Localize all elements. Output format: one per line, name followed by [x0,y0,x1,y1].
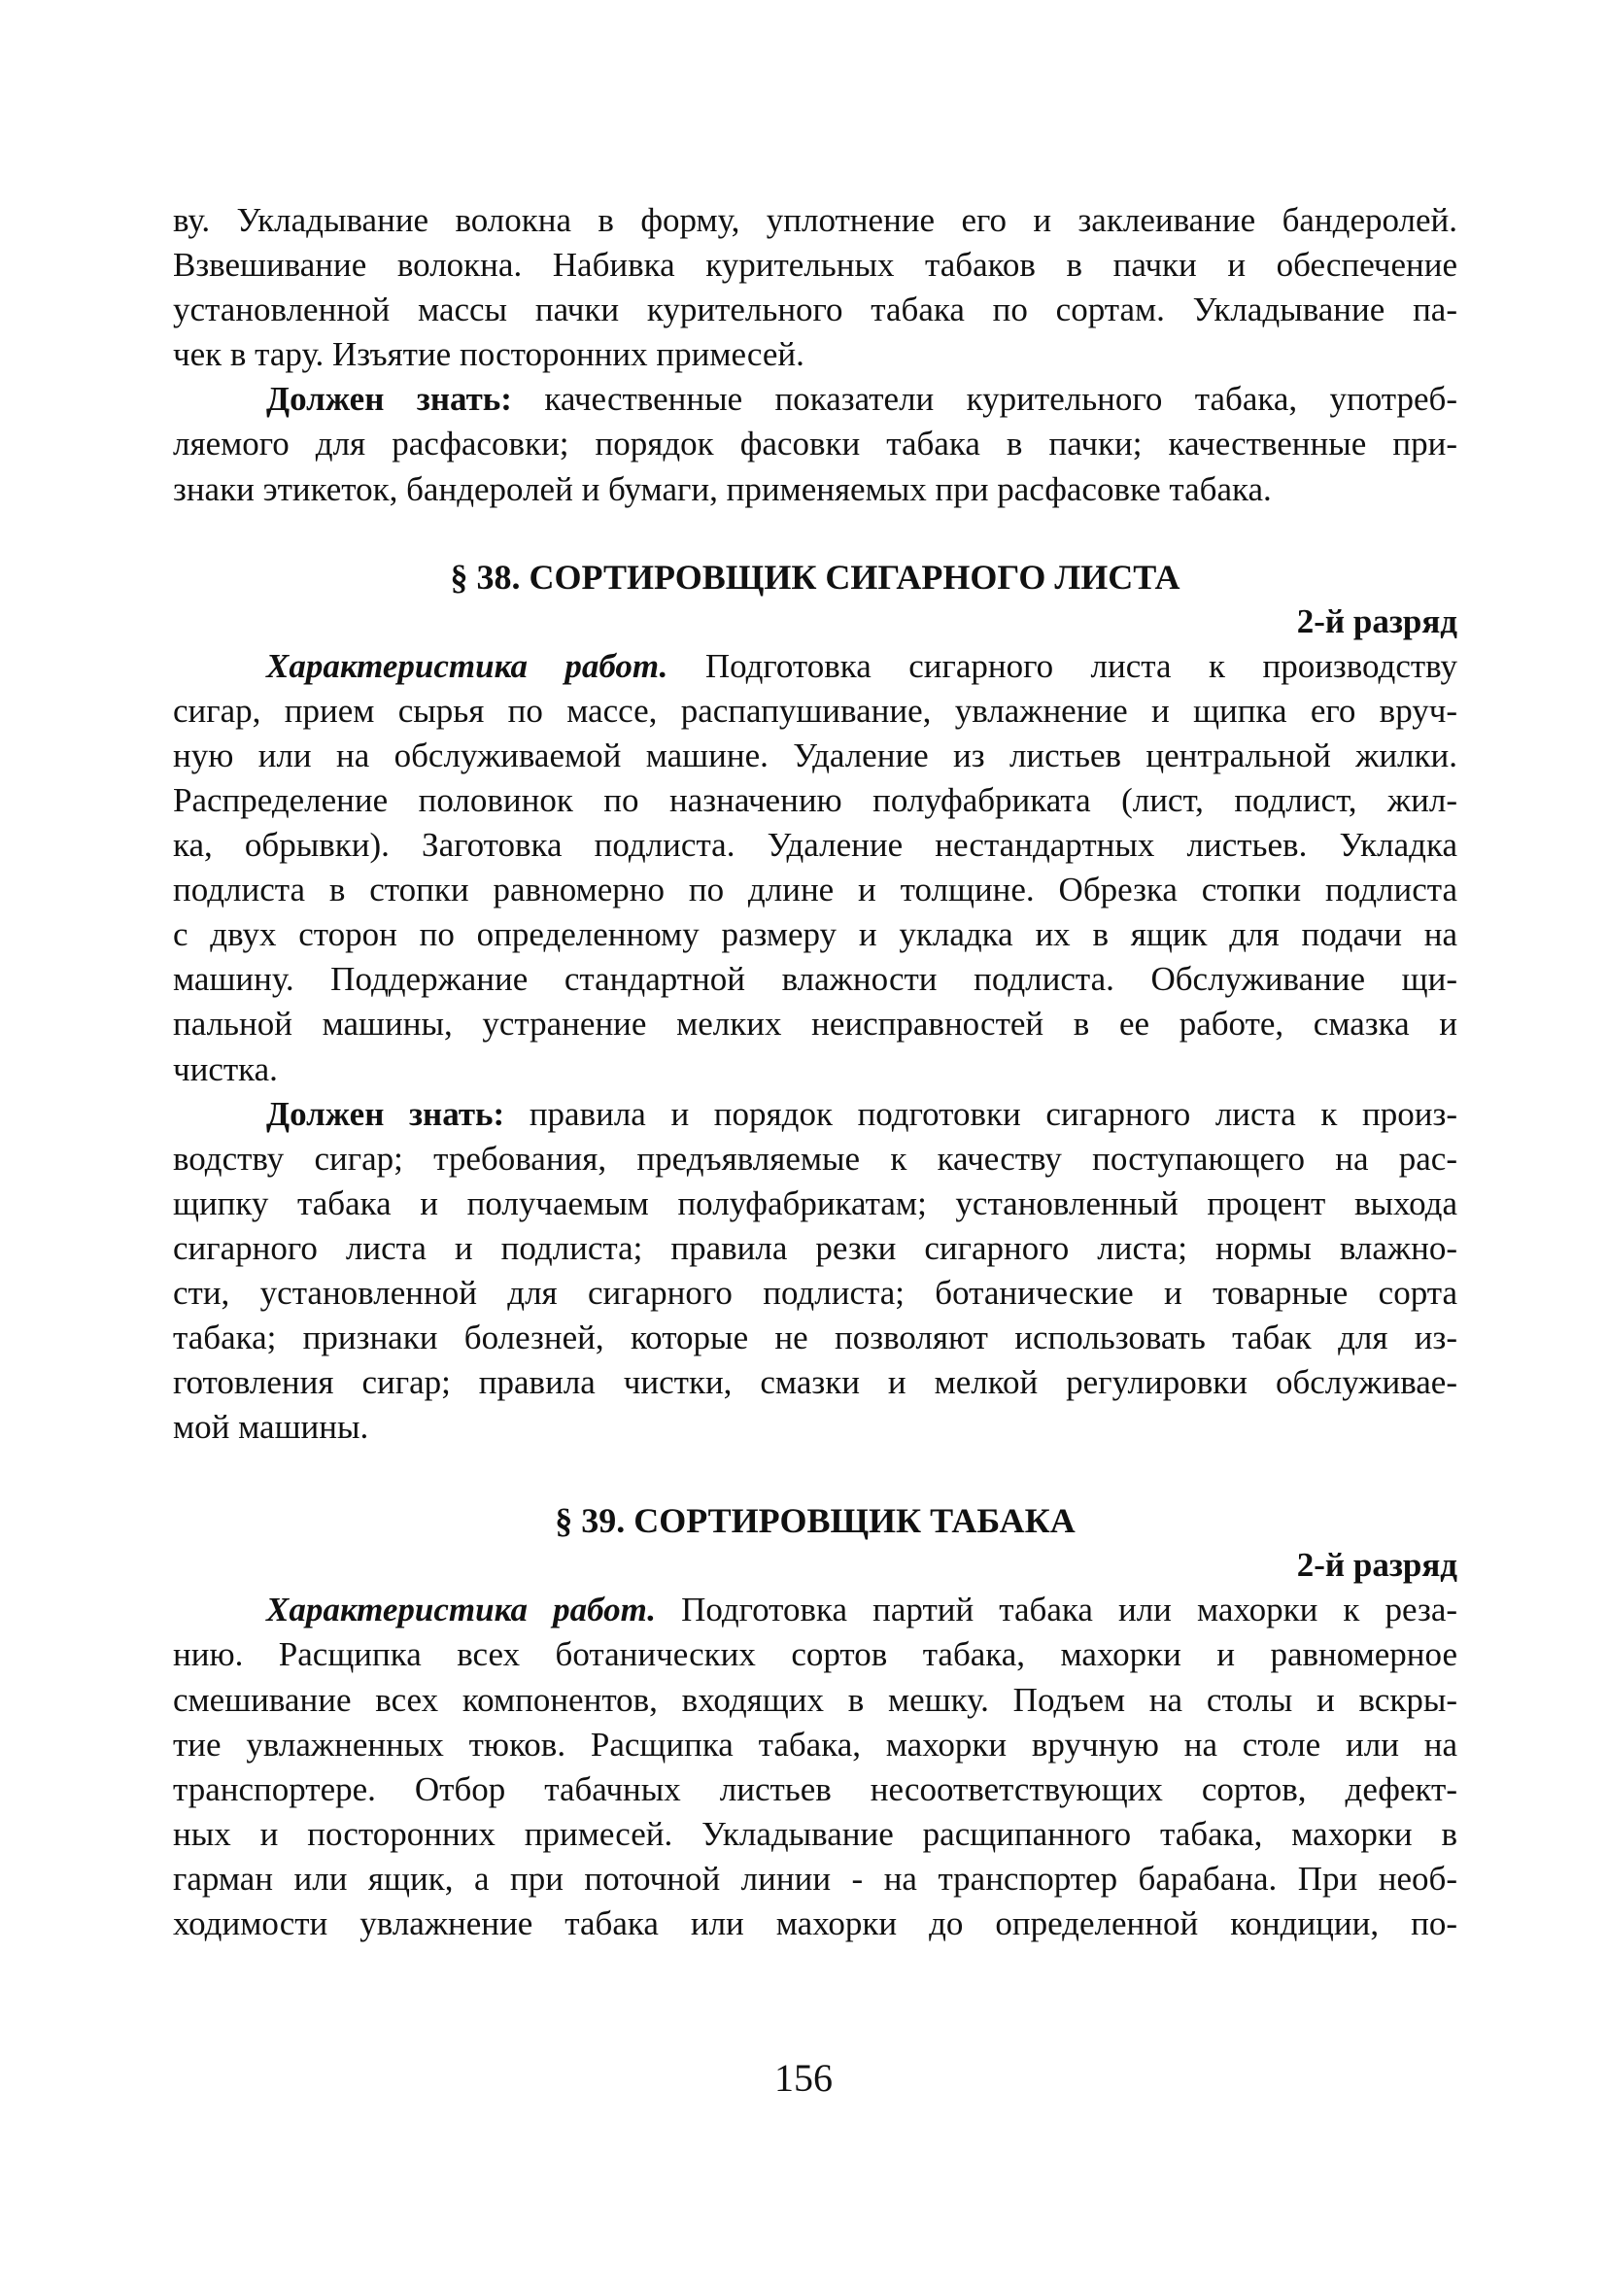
text-line [173,644,1457,689]
must-know-label: Должен знать: [266,1094,505,1133]
text-line: знаки этикеток, бандеролей и бумаги, применяемых при расфасовке табака. [173,469,1272,508]
text-line: пальной машины, устранение мелких неисправностей в ее работе, смазка и [173,1005,1457,1044]
text-line: готовления сигар; правила чистки, смазки и мелкой регулировки обслуживае- [173,1363,1457,1402]
page-body [173,198,1457,1946]
must-know-text: качественные показатели курительного табака, употреб- [544,380,1457,419]
text-line: тие увлажненных тюков. Расщипка табака, махорки вручную на столе или на [173,1725,1457,1764]
section-heading: § 39. СОРТИРОВЩИК ТАБАКА [555,1501,1076,1541]
text-line: ка, обрывки). Заготовка подлиста. Удаление нестандартных листьев. Укладка [173,826,1457,865]
text-line: мой машины. [173,1408,369,1447]
text-line: табака; признаки болезней, которые не позволяют использовать табак для из- [173,1319,1457,1357]
text-line [173,1092,1457,1137]
text-line: сигарного листа и подлиста; правила резки сигарного листа; нормы влажно- [173,1228,1457,1267]
must-know-paragraph [173,1092,1457,1451]
text-line: чек в тару. Изъятие посторонних примесей. [173,335,804,374]
text-line: подлиста в стопки равномерно по длине и толщине. Обрезка стопки подлиста [173,871,1457,909]
grade-label: 2-й разряд [1296,601,1457,640]
work-characteristics-paragraph [173,1588,1457,1946]
text-line [173,1588,1457,1632]
must-know-label: Должен знать: [266,380,512,419]
text-line: ву. Укладывание волокна в форму, уплотнение его и заклеивание бандеролей. [173,201,1457,239]
text-line: Взвешивание волокна. Набивка курительных табаков в пачки и обеспечение [173,246,1457,285]
grade-label: 2-й разряд [1296,1546,1457,1585]
characteristics-text: Подготовка сигарного листа к производству [704,646,1457,685]
text-line: щипку табака и получаемым полуфабрикатам; установленный процент выхода [173,1183,1457,1222]
text-line: сти, установленной для сигарного подлиста; ботанические и товарные сорта [173,1273,1457,1312]
text-line: установленной массы пачки курительного табака по сортам. Укладывание па- [173,291,1457,329]
must-know-text: правила и порядок подготовки сигарного листа к произ- [529,1094,1457,1133]
characteristics-text: Подготовка партий табака или махорки к реза- [681,1591,1458,1629]
text-line: ных и посторонних примесей. Укладывание расщипанного табака, махорки в [173,1814,1457,1853]
intro-paragraph [173,198,1457,377]
section-heading: § 38. СОРТИРОВЩИК СИГАРНОГО ЛИСТА [450,557,1180,597]
text-line: Распределение половинок по назначению полуфабриката (лист, подлист, жил- [173,780,1457,819]
intro-must-know-paragraph [173,377,1457,511]
text-line: ляемого для расфасовки; порядок фасовки табака в пачки; качественные при- [173,425,1457,463]
text-line [173,377,1457,422]
work-characteristics-paragraph [173,644,1457,1092]
text-line: нию. Расщипка всех ботанических сортов табака, махорки и равномерное [173,1635,1457,1674]
text-line: смешивание всех компонентов, входящих в мешку. Подъем на столы и вскры- [173,1680,1457,1719]
characteristics-label: Характеристика работ. [266,1591,656,1629]
section-38 [173,555,1457,1451]
text-line: чистка. [173,1049,278,1088]
section-39 [173,1498,1457,1946]
text-line: сигар, прием сырья по массе, распапушивание, увлажнение и щипка его вруч- [173,691,1457,730]
text-line: ную или на обслуживаемой машине. Удаление из листьев центральной жилки. [173,736,1457,774]
text-line: машину. Поддержание стандартной влажности подлиста. Обслуживание щи- [173,960,1457,999]
page-number: 156 [774,2056,833,2100]
text-line: ходимости увлажнение табака или махорки до определенной кондиции, по- [173,1904,1457,1942]
text-line: водству сигар; требования, предъявляемые к качеству поступающего на рас- [173,1139,1457,1178]
text-line: гарман или ящик, а при поточной линии - на транспортер барабана. При необ- [173,1859,1457,1898]
characteristics-label: Характеристика работ. [266,646,668,685]
text-line: с двух сторон по определенному размеру и укладка их в ящик для подачи на [173,915,1457,954]
text-line: транспортере. Отбор табачных листьев несоответствующих сортов, дефект- [173,1769,1457,1808]
